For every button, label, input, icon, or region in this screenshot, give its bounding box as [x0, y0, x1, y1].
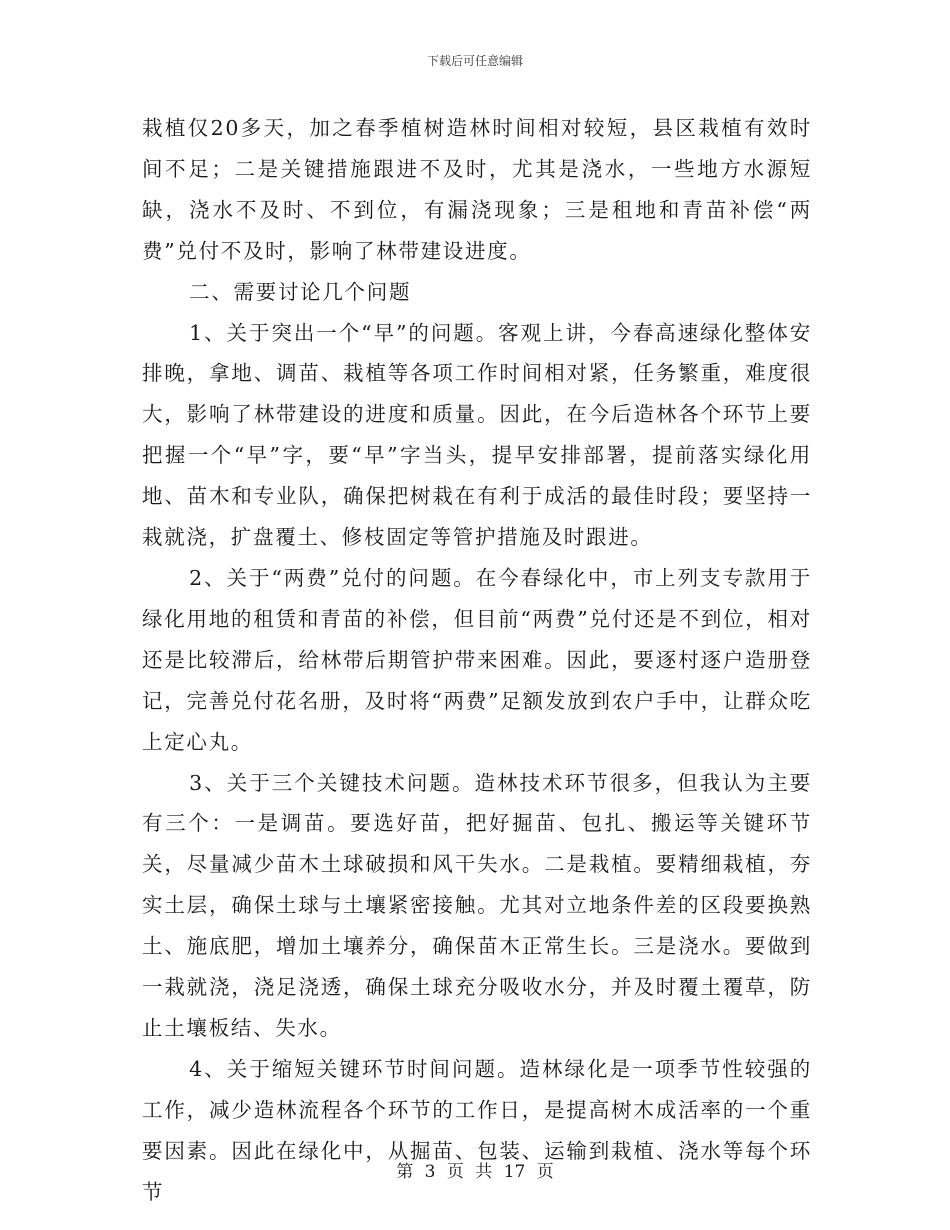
document-body [142, 108, 812, 1212]
page-number-footer: 第 3 页 共 17 页 [396, 1162, 554, 1182]
paragraph-continuation: 栽植仅20多天，加之春季植树造林时间相对较短，县区栽植有效时间不足；二是关键措施跟进不及时，尤其是浇水，一些地方水源短缺，浇水不及时、不到位，有漏浇现象；三是租地和青苗补偿“两费”兑付不及时，影响了林带建设进度。 [142, 116, 812, 263]
paragraph-item-1: 1、关于突出一个“早”的问题。客观上讲，今春高速绿化整体安排晚，拿地、调苗、栽植等各项工作时间相对紧，任务繁重，难度很大，影响了林带建设的进度和质量。因此，在今后造林各个环节上要把握一个“早”字，要“早”字当头，提早安排部署，提前落实绿化用地、苗木和专业队，确保把树栽在有利于成活的最佳时段；要坚持一栽就浇，扩盘覆土、修枝固定等管护措施及时跟进。 [142, 320, 812, 550]
paragraph-item-3: 3、关于三个关键技术问题。造林技术环节很多，但我认为主要有三个：一是调苗。要选好苗，把好掘苗、包扎、搬运等关键环节关，尽量减少苗木土球破损和风干失水。二是栽植。要精细栽植，夯实土层，确保土球与土壤紧密接触。尤其对立地条件差的区段要换熟土、施底肥，增加土壤养分，确保苗木正常生长。三是浇水。要做到一栽就浇，浇足浇透，确保土球充分吸收水分，并及时覆土覆草，防止土壤板结、失水。 [142, 770, 812, 1040]
paragraph-item-2: 2、关于“两费”兑付的问题。在今春绿化中，市上列支专款用于绿化用地的租赁和青苗的补偿，但目前“两费”兑付还是不到位，相对还是比较滞后，给林带后期管护带来困难。因此，要逐村逐户造册登记，完善兑付花名册，及时将“两费”足额发放到农户手中，让群众吃上定心丸。 [142, 565, 812, 754]
page-header: 下载后可任意编辑 [426, 54, 523, 68]
section-heading: 二、需要讨论几个问题 [189, 279, 412, 304]
paragraph-item-4: 4、关于缩短关键环节时间问题。造林绿化是一项季节性较强的工作，减少造林流程各个环节的工作日，是提高树木成活率的一个重要因素。因此在绿化中，从掘苗、包装、运输到栽植、浇水等每个环节 [142, 1056, 812, 1204]
